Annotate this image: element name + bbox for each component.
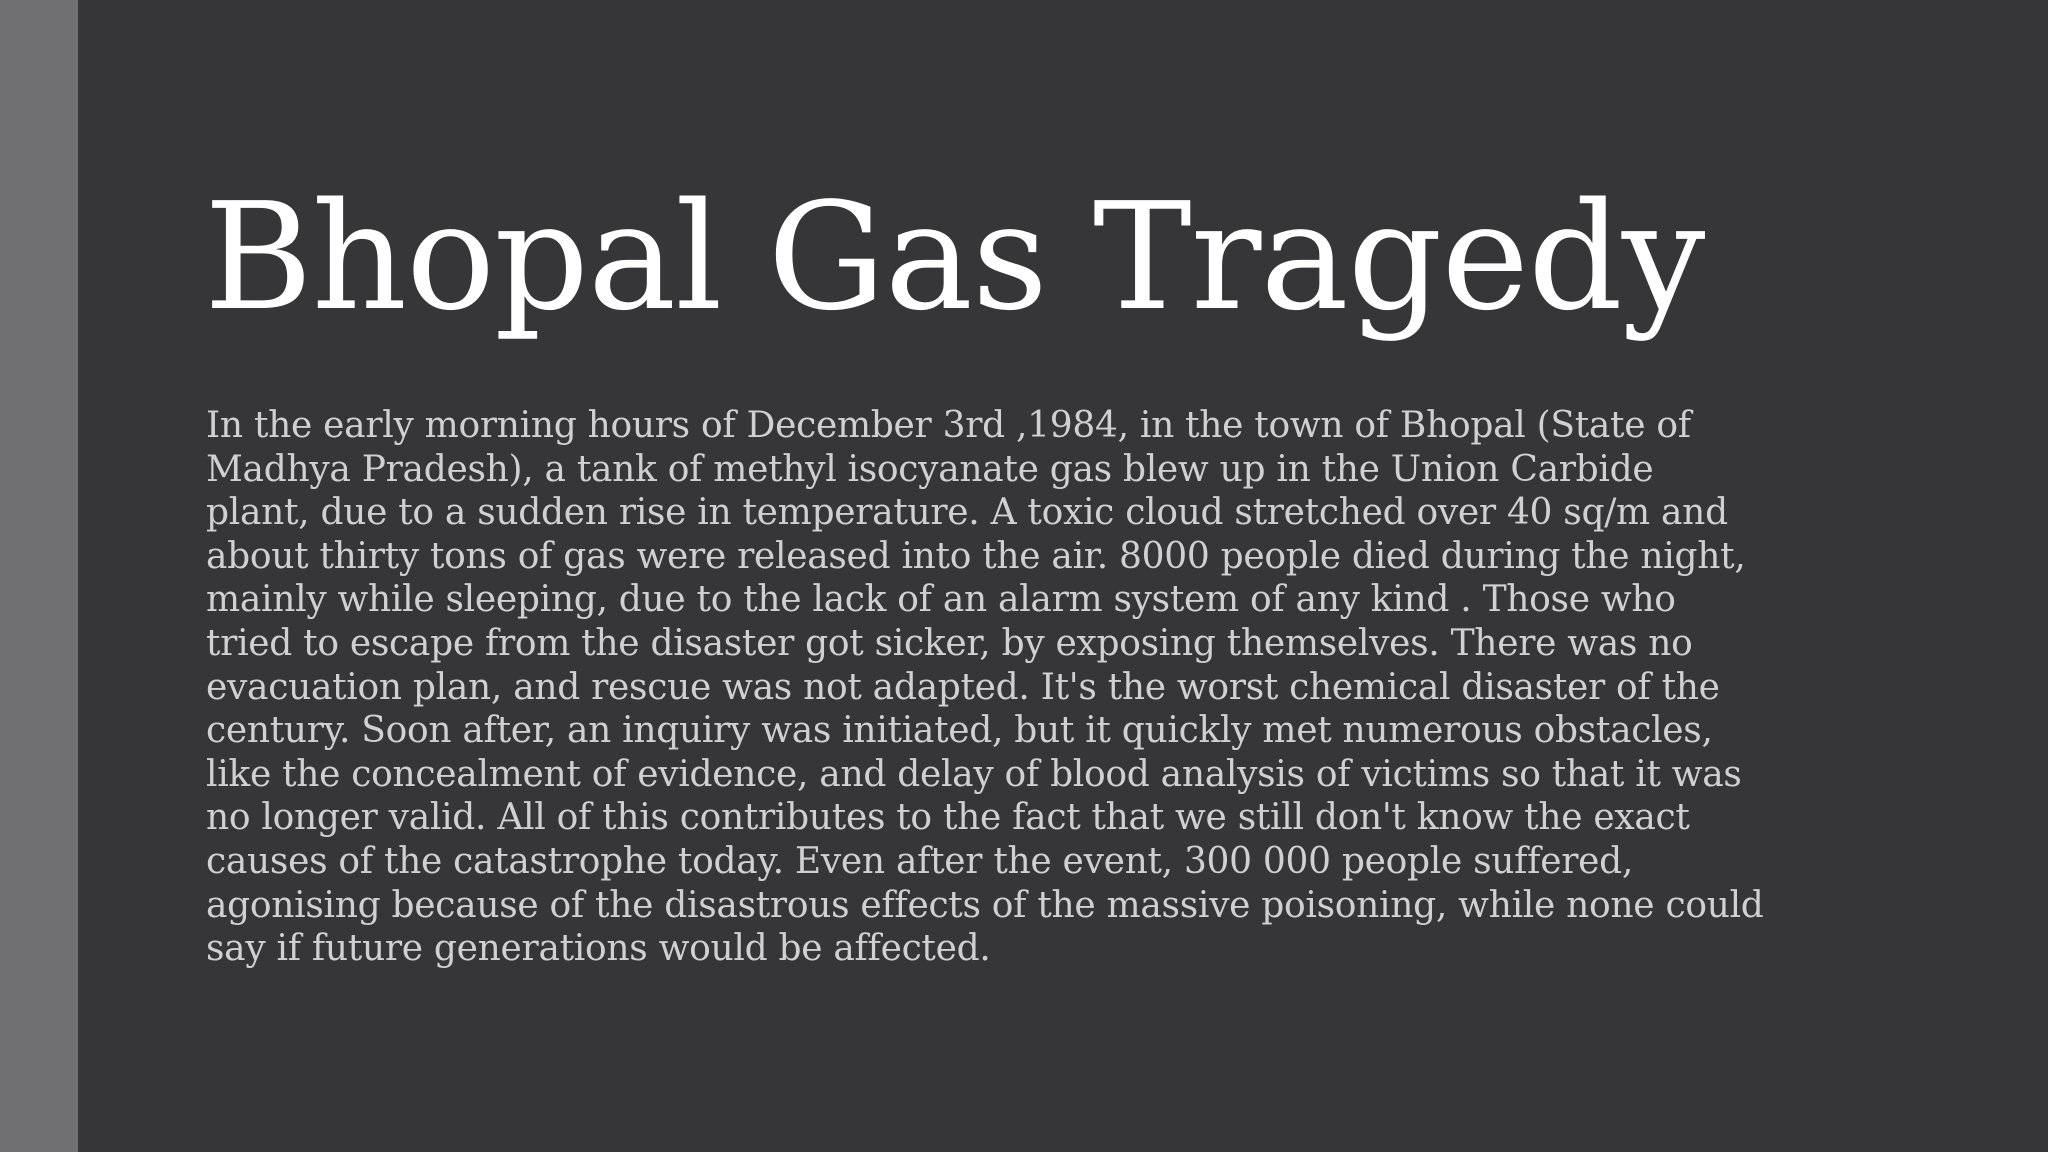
slide-body-text: In the early morning hours of December 3rd ,1984, in the town of Bhopal (State of Madhya Pradesh), a tank of methyl isocyanate gas blew up in the Union Carbide plant, due to a sudden rise in temperature. A toxic cloud stretched over 40 sq/m and about thirty tons of gas were released into the air. 8000 people died during the night, mainly while sleeping, due to the lack of an alarm system of any kind . Those who tried to escape from the disaster got sicker, by exposing themselves. There was no evacuation plan, and rescue was not adapted. It's the worst chemical disaster of the century. Soon after, an inquiry was initiated, but it quickly met numerous obstacles, like the concealment of evidence, and delay of blood analysis of victims so that it was no longer valid. All of this contributes to the fact that we still don't know the exact causes of the catastrophe today. Even after the event, 300 000 people suffered, agonising because of the disastrous effects of the massive poisoning, while none could say if future generations would be affected. xyxy=(206,405,1764,970)
side-accent-bar xyxy=(0,0,78,1152)
slide-title: Bhopal Gas Tragedy xyxy=(204,171,1705,343)
